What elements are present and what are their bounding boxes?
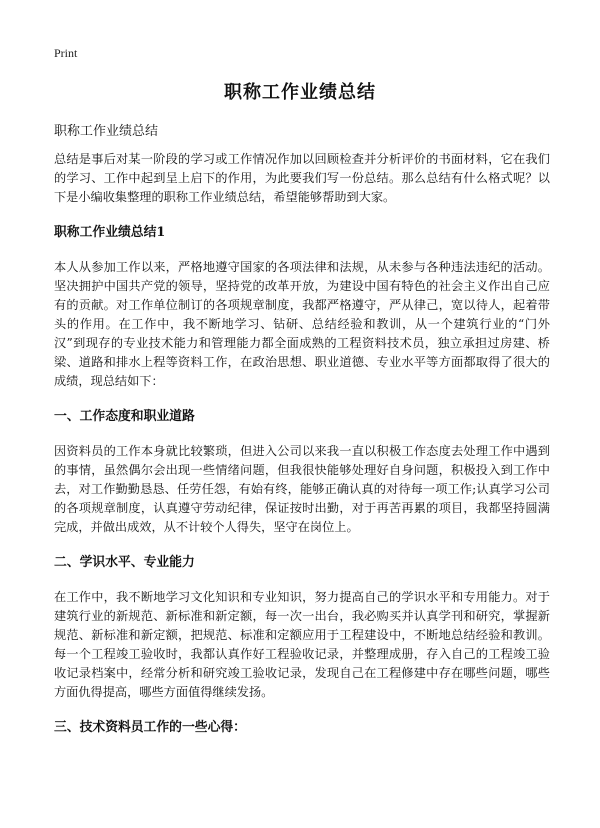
document-subtitle: 职称工作业绩总结 [54, 124, 159, 139]
section-heading-work-attitude: 一、工作态度和职业道路 [54, 409, 195, 424]
print-link[interactable]: Print [54, 46, 78, 60]
document-title: 职称工作业绩总结 [224, 82, 376, 103]
document-body [54, 150, 550, 753]
intro-paragraph: 总结是事后对某一阶段的学习或工作情况作加以回顾检查并分析评价的书面材料，它在我们的学习、工作中起到呈上启下的作用，为此要我们写一份总结。那么总结有什么格式呢？以下是小编收集整理的职称工作业绩总结，希望能够帮助到大家。 [54, 152, 550, 204]
summary-1-paragraph: 本人从参加工作以来，严格地遵守国家的各项法律和法规，从未参与各种违法违纪的活动。坚决拥护中国共产党的领导，坚持党的改革开放，为建设中国有特色的社会主义作出自己应有的贡献。对工作单位制订的各项规章制度，我都严格遵守，严从律己，宽以待人，起着带头的作用。在工作中，我不断地学习、钻研、总结经验和教训，从一个建筑行业的“门外汉”到现存的专业技术能力和管理能力都全面成熟的工程资料技术员，独立承担过房建、桥梁、道路和排水上程等资料工作，在政治思想、职业道德、专业水平等方面都取得了很大的成绩，现总结如下： [54, 260, 550, 388]
academic-level-paragraph: 在工作中，我不断地学习文化知识和专业知识，努力提高自己的学识水平和专用能力。对于建筑行业的新规范、新标准和新定额，每一次一出台，我必购买并认真学刊和研究，掌握新规范、新标准和新定额，把规范、标准和定额应用于工程建设中，不断地总结经验和教训。每一个工程竣工验收时，我都认真作好工程验收记录，并整理成册，存入自己的工程竣工验收记录档案中，经常分析和研究竣工验收记录，发现自己在工程修建中存在哪些问题，哪些方面仇得提高，哪些方面值得继续发扬。 [54, 590, 550, 699]
section-heading-academic-level: 二、学识水平、专业能力 [54, 555, 195, 570]
section-heading-summary-1: 职称工作业绩总结1 [54, 225, 166, 240]
work-attitude-paragraph: 因资料员的工作本身就比较繁琐，但进入公司以来我一直以积极工作态度去处理工作中遇到的事情，虽然偶尔会出现一些情绪问题，但我很快能够处理好自身问题，积极投入到工作中去，对工作勤勤恳恳、任劳任怨，有始有终，能够正确认真的对待每一项工作;认真学习公司的各项规章制度，认真遵守劳动纪律，保证按时出勤，对于再苦再累的项目，我都坚持圆满完成，并做出成效，从不计较个人得失，坚守在岗位上。 [54, 444, 550, 534]
section-heading-experience: 三、技术资料员工作的一些心得： [54, 720, 246, 735]
